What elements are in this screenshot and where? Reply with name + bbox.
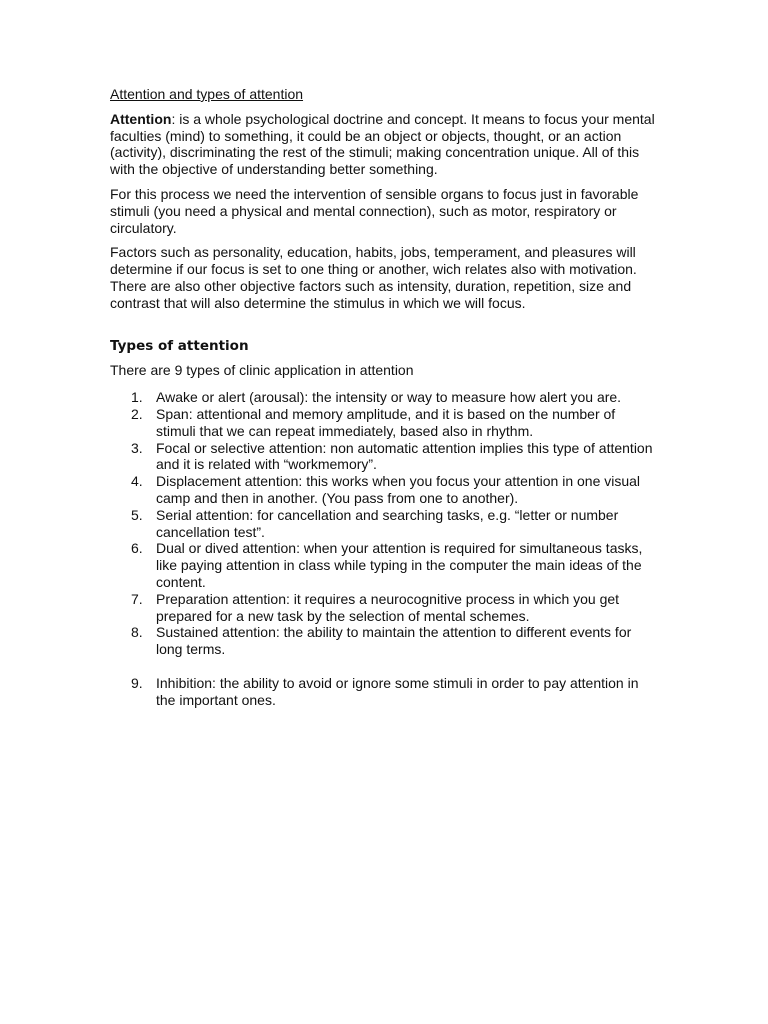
list-item — [110, 473, 658, 507]
list-item-number: 5. — [131, 506, 143, 523]
attention-types-list — [110, 389, 658, 708]
document-page — [110, 86, 658, 709]
list-item-text: Serial attention: for cancellation and searching tasks, e.g. “letter or number cancellation test”. — [156, 506, 619, 540]
intro-definition: : is a whole psychological doctrine and concept. It means to focus your mental faculties (mind) to something, it could be an object or objects, thought, or an action (activity), discriminating the rest of the stimuli; making concentration unique. All of this with the objective of understanding better something. — [110, 110, 655, 178]
list-item — [110, 507, 658, 541]
list-item — [110, 389, 658, 406]
list-item — [110, 440, 658, 474]
section-heading: Types of attention — [110, 337, 249, 354]
list-item-text: Focal or selective attention: non automatic attention implies this type of attention and it is related with “workmemory”. — [156, 439, 653, 473]
list-item-number: 3. — [131, 439, 143, 456]
list-item-text: Sustained attention: the ability to maintain the attention to different events for long terms. — [156, 624, 632, 658]
list-item-text: Displacement attention: this works when you focus your attention in one visual camp and then in another. (You pass from one to another). — [156, 473, 641, 506]
list-intro: There are 9 types of clinic application in attention — [110, 362, 414, 379]
list-item-text: Dual or dived attention: when your attention is required for simultaneous tasks, like paying attention in class while typing in the computer the main ideas of the content. — [156, 540, 643, 590]
list-item-number: 7. — [131, 590, 143, 607]
list-item-number: 8. — [131, 624, 143, 641]
intro-paragraph — [110, 111, 658, 178]
list-item-number: 2. — [131, 405, 143, 422]
body-paragraph: Factors such as personality, education, habits, jobs, temperament, and pleasures will determine if our focus is set to one thing or another, wich relates also with motivation. There are also other objective factors such as intensity, duration, repetition, size and contrast that will also determine the stimulus in which we will focus. — [110, 244, 637, 311]
intro-term: Attention — [110, 110, 172, 127]
list-item — [110, 624, 658, 658]
list-item — [110, 406, 658, 440]
body-paragraph: For this process we need the intervention of sensible organs to focus just in favorable stimuli (you need a physical and mental connection), such as motor, respiratory or circulatory. — [110, 185, 639, 236]
list-item-text: Preparation attention: it requires a neurocognitive process in which you get prepared for a new task by the selection of mental schemes. — [156, 590, 620, 624]
document-title: Attention and types of attention — [110, 86, 304, 102]
list-item-text: Span: attentional and memory amplitude, and it is based on the number of stimuli that we can repeat immediately, based also in rhythm. — [156, 405, 616, 439]
list-item-number: 9. — [131, 674, 143, 691]
list-item-text: Awake or alert (arousal): the intensity or way to measure how alert you are. — [156, 389, 622, 406]
list-item — [110, 591, 658, 625]
list-item-number: 4. — [131, 473, 143, 490]
list-item-number: 1. — [131, 389, 143, 406]
list-item-number: 6. — [131, 540, 143, 557]
list-item — [110, 675, 658, 709]
list-item — [110, 540, 658, 590]
list-item-text: Inhibition: the ability to avoid or ignore some stimuli in order to pay attention in the important ones. — [156, 674, 639, 708]
